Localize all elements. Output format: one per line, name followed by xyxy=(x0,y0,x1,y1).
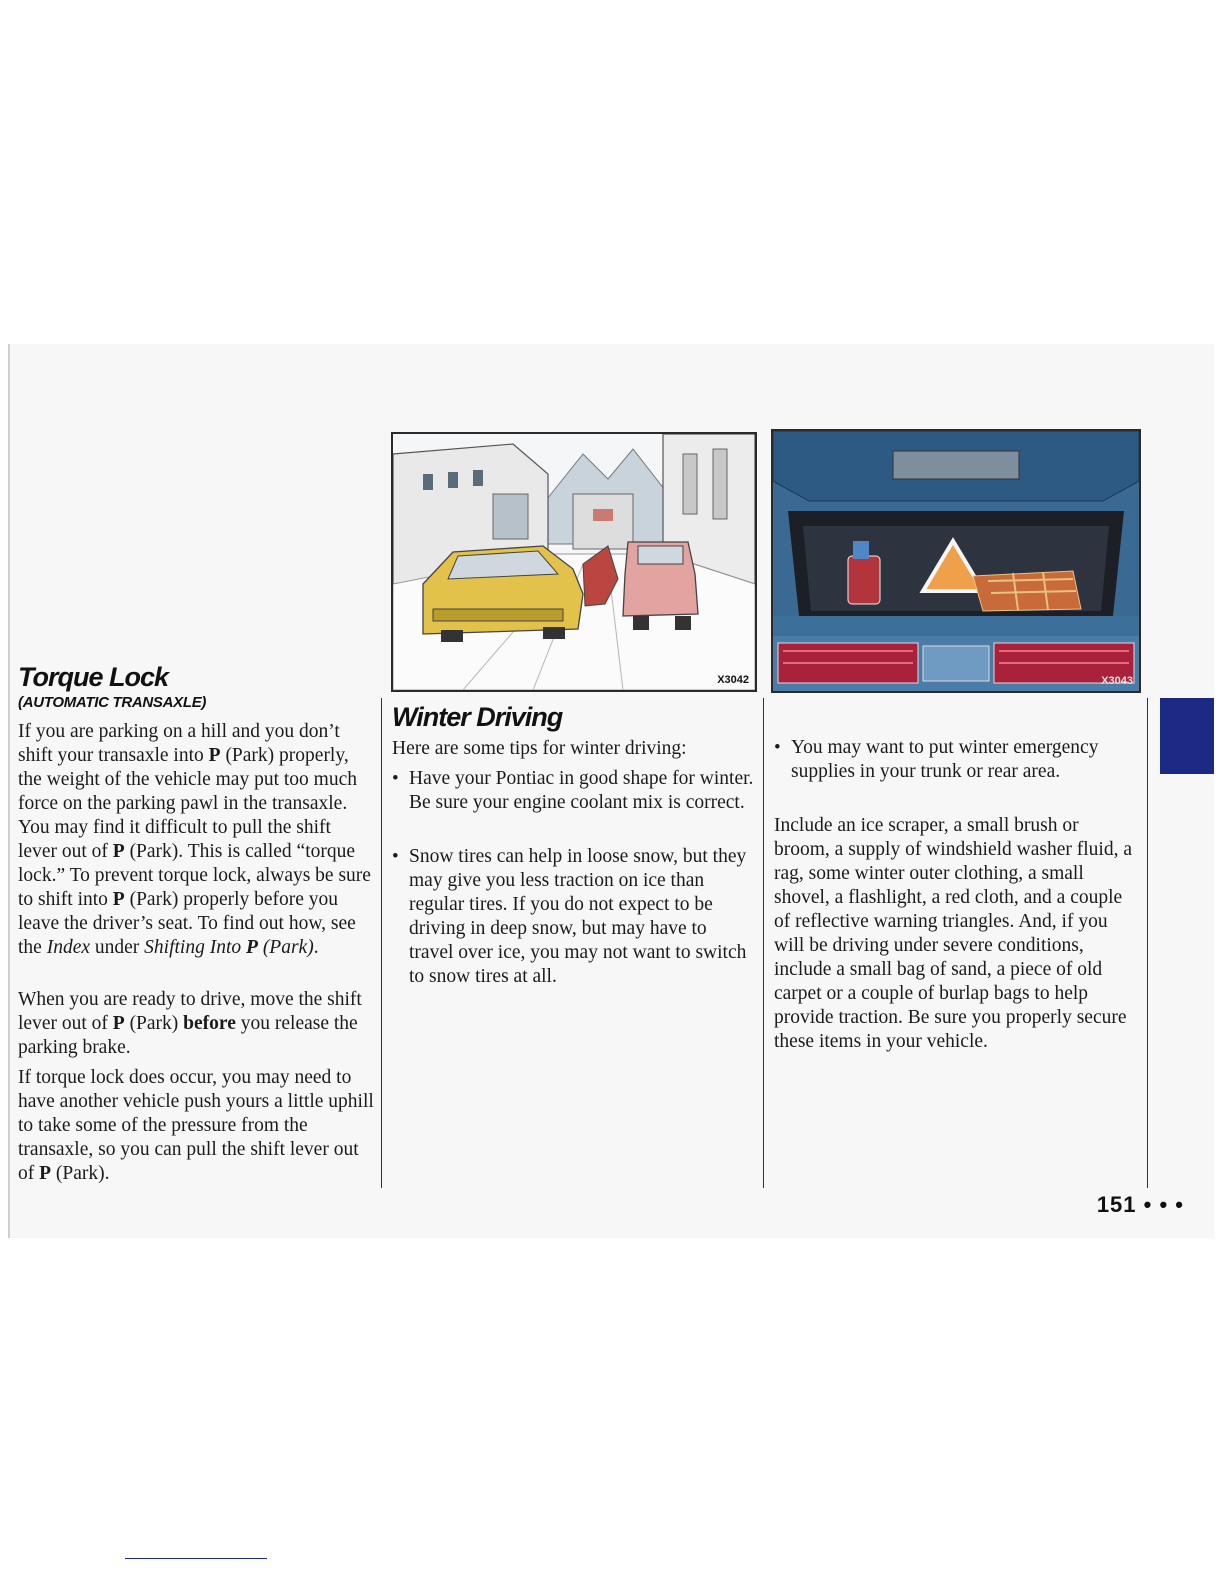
winter-street-illustration xyxy=(391,432,757,692)
torque-lock-paragraph-3: If torque lock does occur, you may need to have another vehicle push yours a little uphill to take some of the pressure from the transaxle, so you can pull the shift lever out of P (Park). xyxy=(18,1067,374,1184)
winter-street-illustration-code: X3042 xyxy=(717,674,749,686)
winter-supplies-paragraph: Include an ice scraper, a small brush or broom, a supply of windshield washer fluid, a rag, some winter outer clothing, a small shovel, a flashlight, a red cloth, and a couple of reflective warning triangles. And, if you will be driving under severe conditions, include a small bag of sand, a piece of old carpet or a couple of burlap bags to help provide traction. Be sure you properly secure these items in your vehicle. xyxy=(774,815,1132,1052)
torque-lock-paragraph-2: When you are ready to drive, move the shift lever out of P (Park) before you release the parking brake. xyxy=(18,989,362,1058)
winter-tip-2: • Snow tires can help in loose snow, but they may give you less traction on ice than regular tires. If you do not expect to be driving in deep snow, but may have to travel over ice, you may not want to switch to snow tires at all. xyxy=(392,846,747,987)
page-edge-rule xyxy=(8,344,10,1238)
winter-driving-heading: Winter Driving xyxy=(392,702,563,732)
page-number xyxy=(1097,1192,1184,1218)
column-divider-left xyxy=(381,698,382,1188)
column-divider-right xyxy=(1147,698,1148,1188)
bullet-dot: • xyxy=(392,846,399,867)
winter-tip-1: • Have your Pontiac in good shape for winter. Be sure your engine coolant mix is correct. xyxy=(392,768,754,813)
trunk-supplies-illustration xyxy=(771,429,1141,693)
trunk-supplies-drawing xyxy=(773,431,1139,691)
winter-driving-intro: Here are some tips for winter driving: xyxy=(392,738,687,759)
torque-lock-subheading: (AUTOMATIC TRANSAXLE) xyxy=(18,694,207,711)
column-divider-middle xyxy=(763,698,764,1188)
torque-lock-paragraph-1: If you are parking on a hill and you don’t shift your transaxle into P (Park) properly, the weight of the vehicle may put too much force on the parking pawl in the transaxle. You may find it difficult to pull the shift lever out of P (Park). This is called “torque lock.” To prevent torque lock, always be sure to shift into P (Park) properly before you leave the driver’s seat. To find out how, see the Index under Shifting Into P (Park). xyxy=(18,721,371,958)
torque-lock-heading: Torque Lock xyxy=(18,662,169,692)
bullet-dot: • xyxy=(392,768,399,789)
winter-street-drawing xyxy=(393,434,755,690)
trunk-illustration-code: X3043 xyxy=(1101,675,1133,687)
winter-supplies-tip: • You may want to put winter emergency supplies in your trunk or rear area. xyxy=(774,737,1099,782)
page-number-value: 151 xyxy=(1096,1192,1137,1217)
page-number-dots: • • • xyxy=(1143,1192,1184,1217)
section-tab-marker xyxy=(1160,698,1214,774)
footnote-rule xyxy=(125,1558,267,1559)
bullet-dot: • xyxy=(774,737,781,758)
